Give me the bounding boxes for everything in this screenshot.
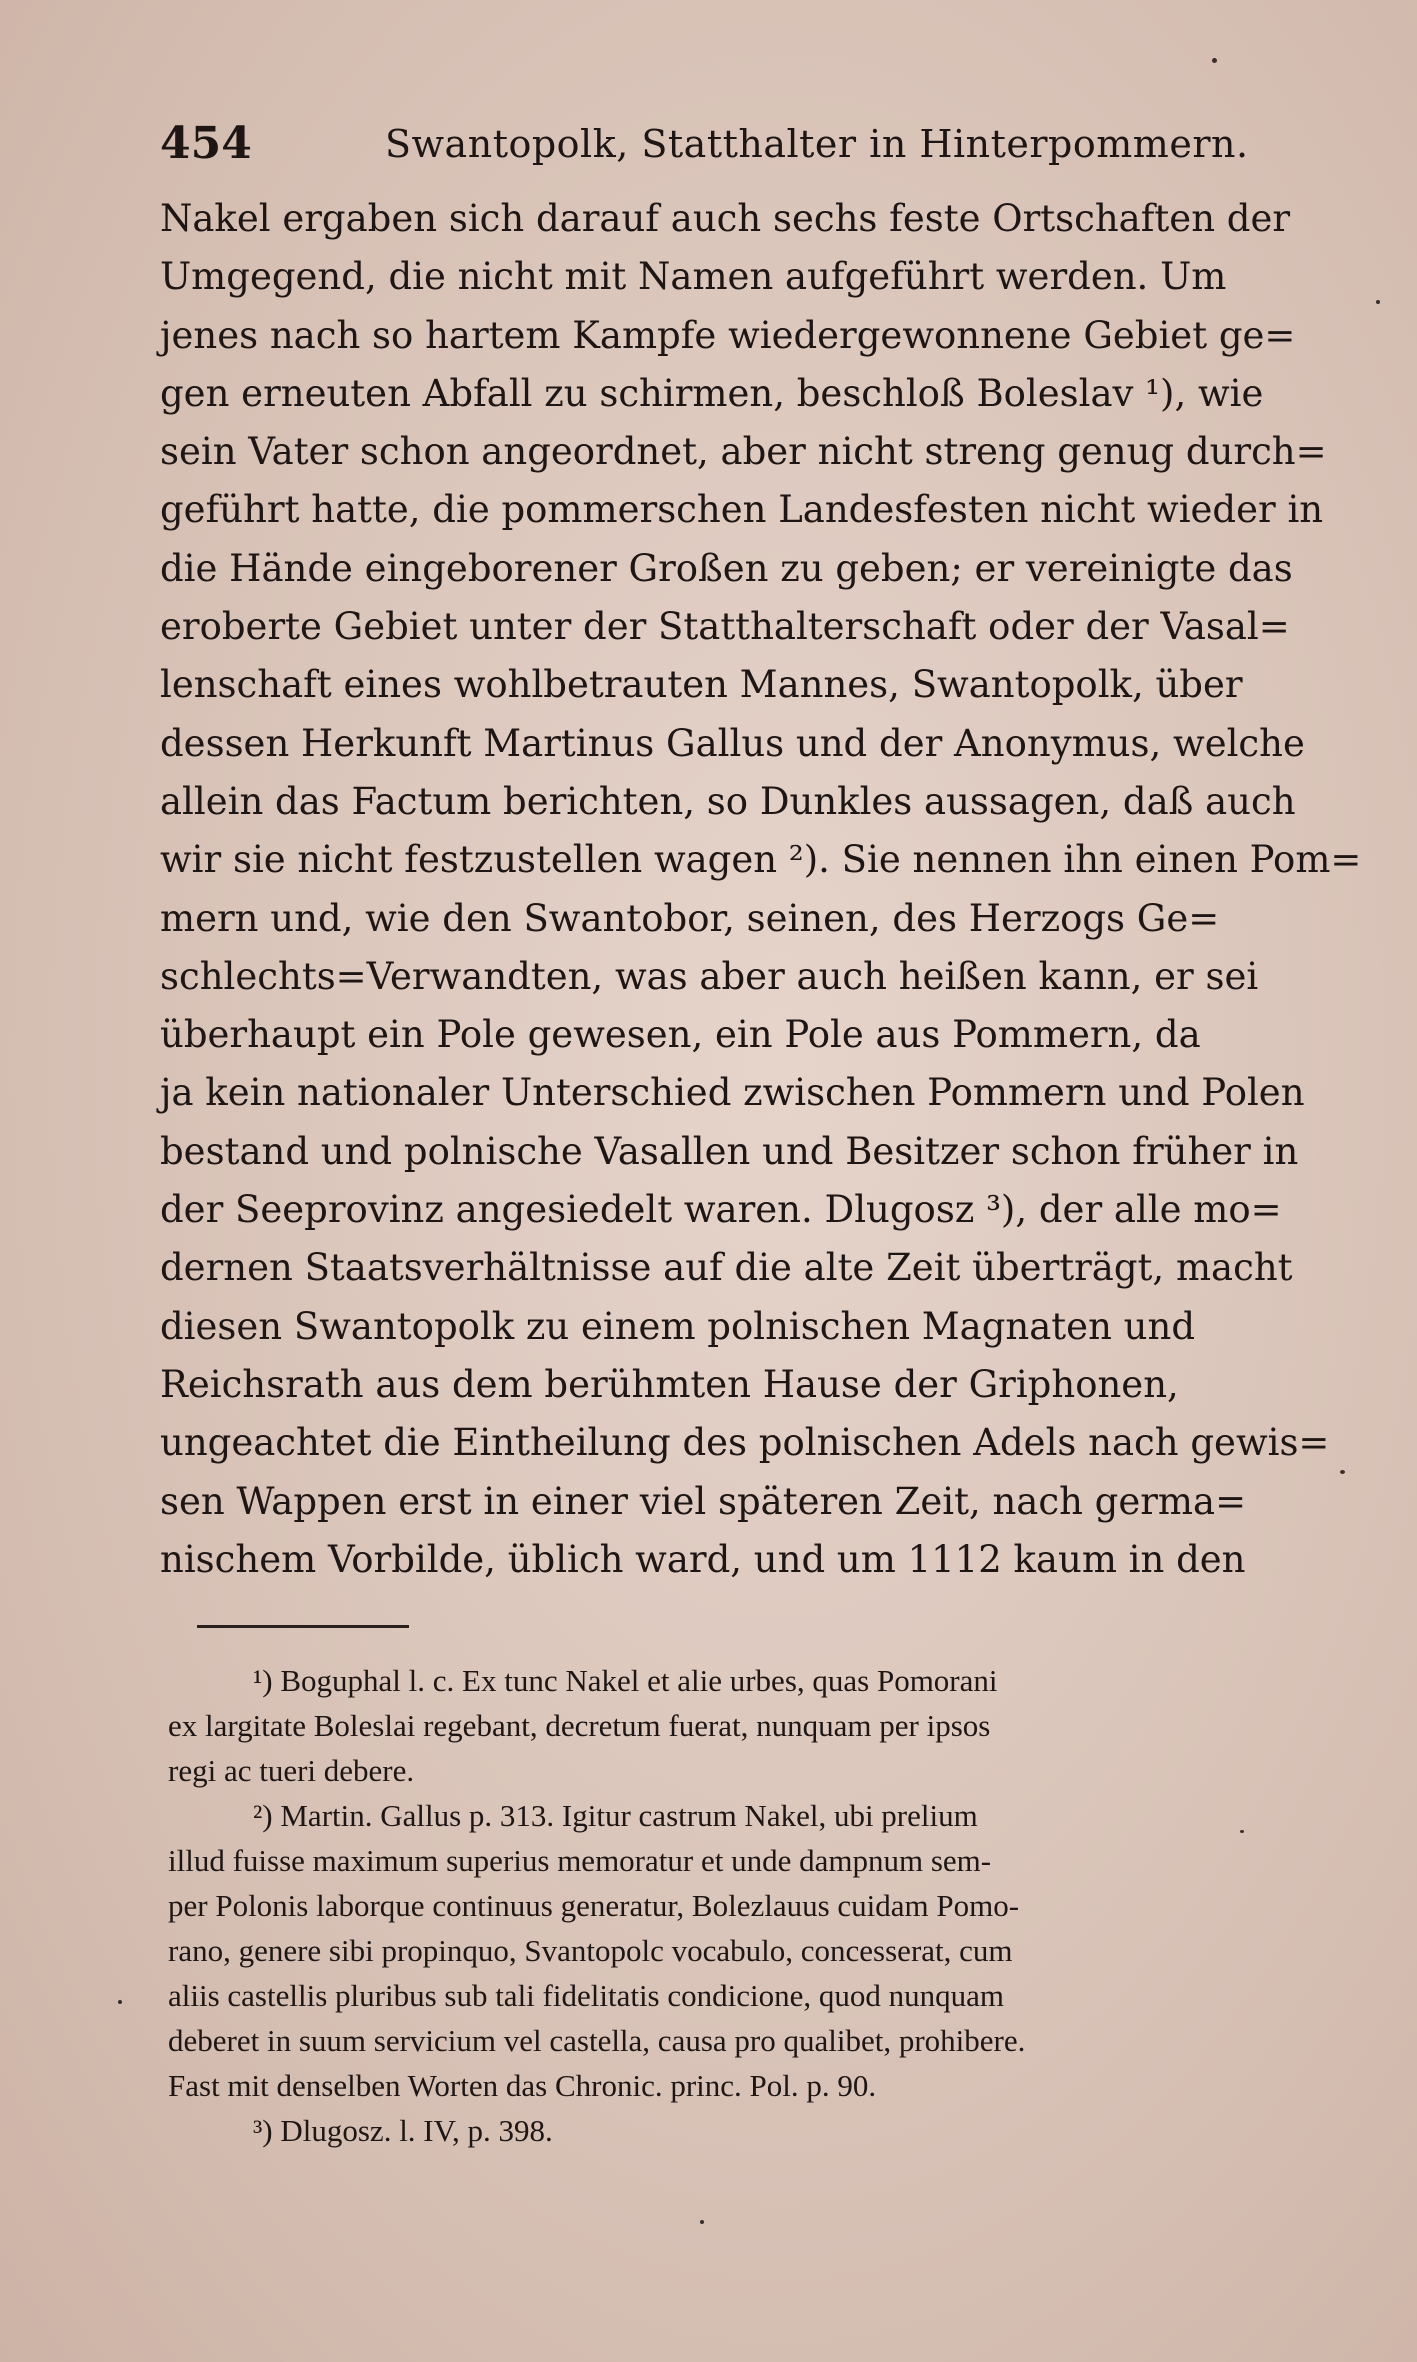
text-line: Umgegend, die nicht mit Namen aufgeführt werden. Um: [160, 255, 1227, 299]
text-line: die Hände eingeborener Großen zu geben; er vereinigte das: [160, 546, 1293, 590]
footnote-line: ¹) Boguphal l. c. Ex tunc Nakel et alie urbes, quas Pomorani: [253, 1663, 998, 1698]
paper-speck: [1212, 58, 1217, 63]
main-text-block: [160, 190, 1362, 1589]
text-line: diesen Swantopolk zu einem polnischen Magnaten und: [160, 1304, 1196, 1348]
paper-speck: [1340, 1470, 1345, 1474]
paper-speck: [1240, 1830, 1244, 1833]
footnote-line: ex largitate Boleslai regebant, decretum fuerat, nunquam per ipsos: [168, 1708, 991, 1743]
text-line: jenes nach so hartem Kampfe wiedergewonnene Gebiet ge=: [160, 313, 1296, 357]
text-line: eroberte Gebiet unter der Statthalterschaft oder der Vasal=: [160, 605, 1290, 649]
footnote-line: aliis castellis pluribus sub tali fidelitatis condicione, quod nunquam: [168, 1978, 1005, 2013]
text-line: Nakel ergaben sich darauf auch sechs feste Ortschaften der: [160, 197, 1291, 240]
page-number: 454: [160, 118, 252, 169]
text-line: bestand und polnische Vasallen und Besitzer schon früher in: [160, 1129, 1299, 1173]
text-line: ja kein nationaler Unterschied zwischen Pommern und Polen: [160, 1071, 1305, 1115]
footnote-line: per Polonis laborque continuus generatur, Bolezlauus cuidam Pomo-: [168, 1888, 1020, 1923]
page-header: [160, 118, 1280, 178]
footnote-line: regi ac tueri debere.: [168, 1753, 415, 1788]
footnote-line: deberet in suum servicium vel castella, causa pro qualibet, prohibere.: [168, 2023, 1026, 2058]
text-line: dernen Staatsverhältnisse auf die alte Zeit überträgt, macht: [160, 1246, 1293, 1290]
text-line: überhaupt ein Pole gewesen, ein Pole aus Pommern, da: [160, 1013, 1201, 1057]
paper-speck: [700, 2220, 704, 2224]
footnote-line: rano, genere sibi propinquo, Svantopolc vocabulo, concesserat, cum: [168, 1933, 1013, 1968]
text-line: geführt hatte, die pommerschen Landesfesten nicht wieder in: [160, 488, 1324, 532]
text-line: sen Wappen erst in einer viel späteren Zeit, nach germa=: [160, 1479, 1247, 1523]
footnote-line: ³) Dlugosz. l. IV, p. 398.: [253, 2113, 553, 2148]
text-line: wir sie nicht festzustellen wagen ²). Sie nennen ihn einen Pom=: [160, 838, 1362, 882]
footnote-line: illud fuisse maximum superius memoratur et unde dampnum sem-: [168, 1843, 992, 1878]
footnote-line: Fast mit denselben Worten das Chronic. princ. Pol. p. 90.: [168, 2068, 877, 2103]
footnotes-block: [168, 1658, 1268, 2153]
text-line: Reichsrath aus dem berühmten Hause der Griphonen,: [160, 1362, 1179, 1406]
text-line: mern und, wie den Swantobor, seinen, des Herzogs Ge=: [160, 896, 1220, 940]
text-line: sein Vater schon angeordnet, aber nicht streng genug durch=: [160, 430, 1327, 474]
text-line: gen erneuten Abfall zu schirmen, beschloß Boleslav ¹), wie: [160, 371, 1264, 415]
footnote-line: ²) Martin. Gallus p. 313. Igitur castrum Nakel, ubi prelium: [253, 1798, 978, 1833]
text-line: ungeachtet die Eintheilung des polnischen Adels nach gewis=: [160, 1421, 1330, 1465]
paper-speck: [1376, 300, 1380, 304]
running-title: Swantopolk, Statthalter in Hinterpommern.: [385, 122, 1249, 166]
text-line: schlechts=Verwandten, was aber auch heißen kann, er sei: [160, 954, 1259, 998]
text-line: der Seeprovinz angesiedelt waren. Dlugosz ³), der alle mo=: [160, 1188, 1282, 1232]
paper-speck: [118, 2000, 122, 2004]
text-line: nischem Vorbilde, üblich ward, und um 1112 kaum in den: [160, 1537, 1246, 1581]
text-line: dessen Herkunft Martinus Gallus und der Anonymus, welche: [160, 721, 1305, 765]
footnote-separator: [197, 1625, 409, 1628]
text-line: allein das Factum berichten, so Dunkles aussagen, daß auch: [160, 779, 1296, 823]
text-line: lenschaft eines wohlbetrauten Mannes, Swantopolk, über: [160, 663, 1243, 707]
